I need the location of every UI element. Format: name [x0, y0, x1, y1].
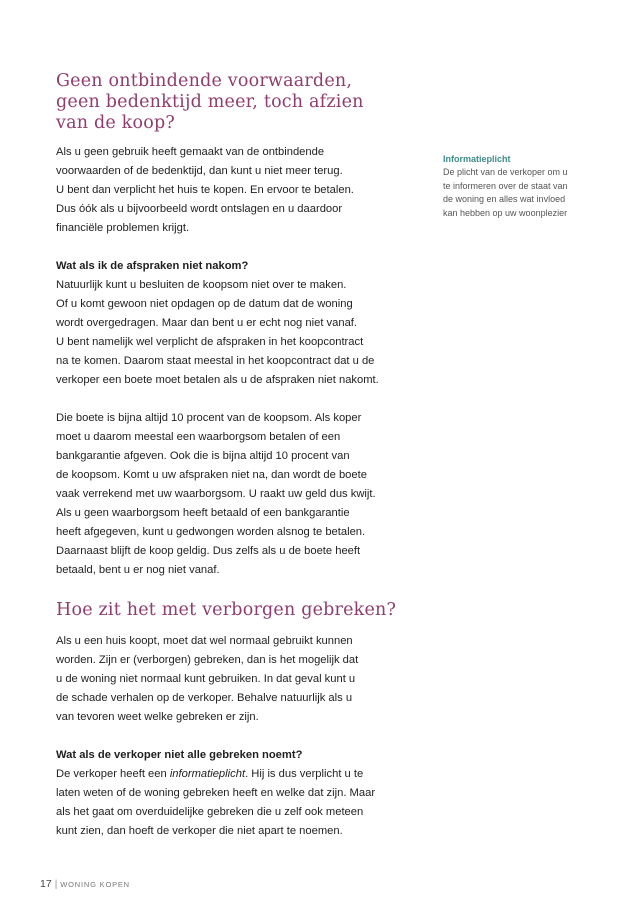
heading-line: van de koop?: [56, 113, 175, 133]
page-footer: [40, 878, 130, 890]
heading-line: Geen ontbindende voorwaarden,: [56, 71, 353, 91]
sidebar-title: Informatieplicht: [443, 154, 511, 164]
text-line: Daarnaast blijft de koop geldig. Dus zelfs als u de boete heeft: [56, 545, 361, 557]
paragraph: [56, 276, 428, 390]
paragraph: [56, 409, 428, 580]
text-line: de koopsom. Komt u uw afspraken niet na, dan wordt de boete: [56, 469, 367, 481]
sidebar-line: de woning en alles wat invloed: [443, 194, 566, 204]
sidebar-note-informatieplicht: [443, 153, 593, 220]
text-line: bankgarantie afgeven. Ook die is bijna altijd 10 procent van: [56, 450, 350, 462]
text-line: betaald, bent u er nog niet vanaf.: [56, 564, 220, 576]
text-line: Als u geen gebruik heeft gemaakt van de ontbindende: [56, 146, 325, 158]
text-fragment: De verkoper heeft een: [56, 768, 170, 780]
text-fragment: . Hij is dus verplicht u te: [245, 768, 364, 780]
text-line: wordt overgedragen. Maar dan bent u er echt nog niet vanaf.: [56, 317, 358, 329]
section1-body: [56, 143, 428, 580]
subheading-afspraken: Wat als ik de afspraken niet nakom?: [56, 260, 249, 272]
text-line: [56, 765, 428, 784]
text-line: worden. Zijn er (verborgen) gebreken, dan is het mogelijk dat: [56, 654, 359, 666]
text-line: laten weten of de woning gebreken heeft en welke dat zijn. Maar: [56, 787, 376, 799]
paragraph: [56, 632, 428, 727]
term-informatieplicht: informatieplicht: [169, 768, 246, 780]
text-line: kunt zien, dan hoeft de verkoper die niet apart te noemen.: [56, 825, 343, 837]
text-line: heeft afgegeven, kunt u gedwongen worden alsnog te betalen.: [56, 526, 366, 538]
text-line: de schade verhalen op de verkoper. Behalve natuurlijk als u: [56, 692, 353, 704]
text-line: verkoper een boete moet betalen als u de afspraken niet nakomt.: [56, 374, 379, 386]
text-line: vaak verrekend met uw waarborgsom. U raakt uw geld dus kwijt.: [56, 488, 376, 500]
section2-body: [56, 632, 428, 841]
footer-separator: |: [54, 879, 58, 890]
text-line: als het gaat om overduidelijke gebreken die u zelf ook meteen: [56, 806, 364, 818]
heading-line: geen bedenktijd meer, toch afzien: [56, 92, 364, 112]
footer-section-title: WONING KOPEN: [60, 880, 130, 889]
text-line: Of u komt gewoon niet opdagen op de datum dat de woning: [56, 298, 353, 310]
text-line: Dus óók als u bijvoorbeeld wordt ontslagen en u daardoor: [56, 203, 343, 215]
text-line: Die boete is bijna altijd 10 procent van de koopsom. Als koper: [56, 412, 362, 424]
paragraph: [56, 765, 428, 841]
sidebar-line: De plicht van de verkoper om u: [443, 167, 568, 177]
text-line: Natuurlijk kunt u besluiten de koopsom niet over te maken.: [56, 279, 347, 291]
text-line: financiële problemen krijgt.: [56, 222, 190, 234]
sidebar-line: te informeren over de staat van: [443, 180, 568, 191]
subheading-gebreken: Wat als de verkoper niet alle gebreken noemt?: [56, 749, 303, 761]
text-line: u de woning niet normaal kunt gebruiken. In dat geval kunt u: [56, 673, 356, 685]
text-line: U bent namelijk wel verplicht de afspraken in het koopcontract: [56, 336, 364, 348]
sidebar-line: kan hebben op uw woonplezier: [443, 207, 568, 218]
text-line: moet u daarom meestal een waarborgsom betalen of een: [56, 431, 341, 443]
text-line: Als u geen waarborgsom heeft betaald of een bankgarantie: [56, 507, 350, 519]
page-number: 17: [40, 878, 52, 890]
paragraph: [56, 143, 428, 238]
text-line: Als u een huis koopt, moet dat wel normaal gebruikt kunnen: [56, 635, 353, 647]
text-line: van tevoren weet welke gebreken er zijn.: [56, 711, 259, 723]
section-heading-ontbindende: [56, 71, 364, 134]
section-heading-verborgen-gebreken: Hoe zit het met verborgen gebreken?: [56, 600, 397, 620]
text-line: U bent dan verplicht het huis te kopen. En ervoor te betalen.: [56, 184, 354, 196]
text-line: na te komen. Daarom staat meestal in het koopcontract dat u de: [56, 355, 375, 367]
text-line: voorwaarden of de bedenktijd, dan kunt u niet meer terug.: [56, 165, 343, 177]
